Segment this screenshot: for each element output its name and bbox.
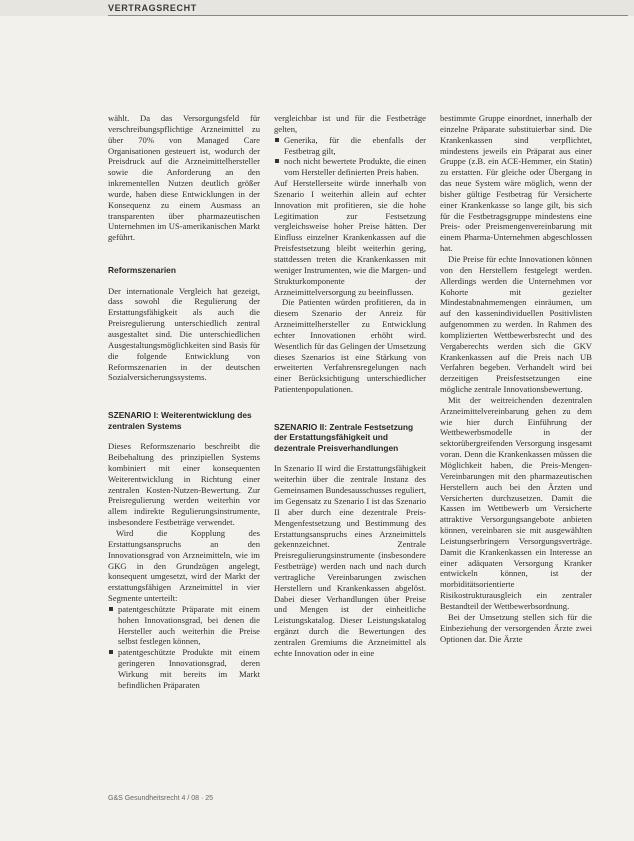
column-1	[108, 113, 260, 691]
section-label: VERTRAGSRECHT	[108, 3, 197, 13]
paragraph: Wird die Kopplung des Erstattungsanspruchs an den Innovationsgrad von Arzneimitteln, wie im GKG in den Grundzügen angelegt, konsequent umgesetzt, wird der Markt der erstattungsfähigen Arzneimittel in vier Segmente unterteilt:	[108, 527, 260, 604]
paragraph: Die Preise für echte Innovationen können von den Herstellern festgelegt werden. Allerdings werden die Unternehmen vor Kohorte mit gezielter Mindestabnahmemengen einräumen, um auf den kassenindividuellen Positivlisten aufgenommen zu werden. In Rahmen des komplizierten Wettbewerbsrecht und des Vergaberechts werden sich die GKV Krankenkassen auf die Preis nach UB Verfahren begeben. Verhandelt wird bei derzeitigen Preisfestsetzungen eine mögliche zentrale Innovationsbewertung.	[440, 253, 592, 395]
paragraph: Dieses Reformszenario beschreibt die Beibehaltung des prinzipiellen Systems kombiniert mit einer konsequenten Weiterentwicklung in Richtung einer zentralen Kosten-Nutzen-Bewertung. Zur Preisregulierung werden weiterhin vor allem indirekte Regulierungsinstrumente, insbesondere Festbeträge verwendet.	[108, 441, 260, 528]
column-2	[274, 113, 426, 659]
section-heading: Reformszenarien	[108, 265, 176, 276]
column-3	[440, 113, 592, 644]
paragraph: Mit der weitreichenden dezentralen Arzneimittelvereinbarung gehen zu dem wie hier durch Einführung der Wettbewerbsmodelle in der sektorübergreifenden Versorgung insgesamt voran. Denn die Krankenkassen müssen die Möglichkeit haben, die Preis-Mengen-Vereinbarungen mit den pharmazeutischen Herstellern auch bei den Ärzten und Versicherten durchzusetzen. Damit die Kassen im Wettbewerb um Versicherte attraktive Versorgungsangebote anbieten können, vereinbaren sie mit ausgewählten Leistungserbringern Versorgungsverträge. Damit die Krankenkassen ein Interesse an einer adäquaten Versorgung Kranker entwickeln können, ist der morbiditätsorientierte Risikostrukturausgleich ein zentraler Bestandteil der Wettbewerbsordnung.	[440, 394, 592, 611]
paragraph: vergleichbar ist und für die Festbeträge gelten,	[274, 113, 426, 134]
page-footer: G&S Gesundheitsrecht 4 / 08 · 25	[108, 795, 214, 802]
paragraph: Die Patienten würden profitieren, da in diesem Szenario der Anreiz für Arzneimittelhersteller zu Entwicklung echter Innovationen erhöht wird. Wesentlich für das Gelingen der Umsetzung dieses Szenarios ist eine Stärkung von erweiterten Verfahrensregelungen nach einer Berücksichtigung unterschiedlicher Patientenpopulationen.	[274, 297, 426, 395]
header-rule	[108, 15, 628, 16]
header-bar	[0, 0, 634, 16]
paragraph: bestimmte Gruppe einordnet, innerhalb der einzelne Präparate substituierbar sind. Die Krankenkassen sind verpflichtet, mindestens jeweils ein Präparat aus einer Gruppe (z.B. ein ACE-Hemmer, ein Statin) zu erstatten. Für gleiche oder Übergang in das neue System wäre möglich, wenn der bisher gültige Festbetrag für Versicherte einer Krankenkasse so lange gilt, bis sich für die Festbetragsgruppe mindestens eine Preis- oder Preismengenvereinbarung mit einem Pharma-Unternehmen abgeschlossen hat.	[440, 113, 592, 254]
paragraph: Der internationale Vergleich hat gezeigt, dass sowohl die Regulierung der Erstattungsfähigkeit als auch die Preisregulierung unterschiedlich zentral ausgestaltet sind. Die unterschiedlichen Ausgestaltungsmöglichkeiten sind Basis für die folgende Entwicklung von Reformszenarien in der deutschen Sozialversicherungssystems.	[108, 285, 260, 383]
paragraph: In Szenario II wird die Erstattungsfähigkeit weiterhin über die zentrale Instanz des Gemeinsamen Bundesausschusses reguliert, im Gegensatz zu Szenario I ist das Szenario II aber durch eine dezentrale Preis-Mengenfestsetzung und Bestimmung des Erstattungsanspruchs eines Arzneimittels gekennzeichnet. Zentrale Preisregulierungsinstrumente (insbesondere Festbeträge) werden nach und nach durch vertragliche Vereinbarungen zwischen Herstellern und Krankenkassen abgelöst. Dabei dieser Verhandlungen über Preise und Mengen ist der einheitliche Leistungskatalog. Dieser Leistungskatalog ergänzt durch die Bewertungen des zentralen Gremiums die Arzneimittel als echte Innovation oder in eine	[274, 463, 426, 658]
bullet-list	[108, 604, 260, 691]
list-item: patentgeschützte Produkte mit einem geringeren Innovationsgrad, deren Wirkung mit bereits im Markt befindlichen Präparaten	[108, 647, 260, 690]
list-item: patentgeschützte Präparate mit einem hohen Innovationsgrad, bei denen die Hersteller auch weiterhin die Preise selbst festlegen können,	[108, 604, 260, 647]
paragraph: Auf Herstellerseite würde innerhalb von Szenario I weiterhin allein auf echter Innovation mit profitieren, sie die hohe Legitimation zur Festsetzung vergleichsweise hoher Preise hätten. Der Einfluss einzelner Krankenkassen auf die Preisfestsetzung bleibt weiterhin gering, stattdessen treten die Krankenkassen mit weniger Instrumenten, wie die Margen- und Strukturkomponente der Arzneimittelversorgung zu beeinflussen.	[274, 178, 426, 297]
section-heading: SZENARIO II: Zentrale Festsetzung der Erstattungsfähigkeit und dezentrale Preisverhandlungen	[274, 421, 414, 453]
bullet-list	[274, 135, 426, 178]
section-heading: SZENARIO I: Weiterentwicklung des zentralen Systems	[108, 410, 252, 431]
paragraph: wählt. Da das Versorgungsfeld für verschreibungspflichtige Arzneimittel zu über 70% von Managed Care Organisationen gesteuert ist, wodurch der Preisdruck auf die Arzneimittelhersteller sowie die Anforderung an den inkrementellen Nutzen deutlich größer wurde, haben diese Entwicklungen in der Konsequenz zu einem Ausmass an transparenten über pharmazeutischen Unternehmen im US-amerikanischen Markt geführt.	[108, 113, 260, 243]
list-item: Generika, für die ebenfalls der Festbetrag gilt,	[274, 135, 426, 157]
paragraph: Bei der Umsetzung stellen sich für die Einbeziehung der versorgenden Ärzte zwei Optionen dar. Die Ärzte	[440, 611, 592, 644]
list-item: noch nicht bewertete Produkte, die einen vom Hersteller definierten Preis haben.	[274, 156, 426, 178]
